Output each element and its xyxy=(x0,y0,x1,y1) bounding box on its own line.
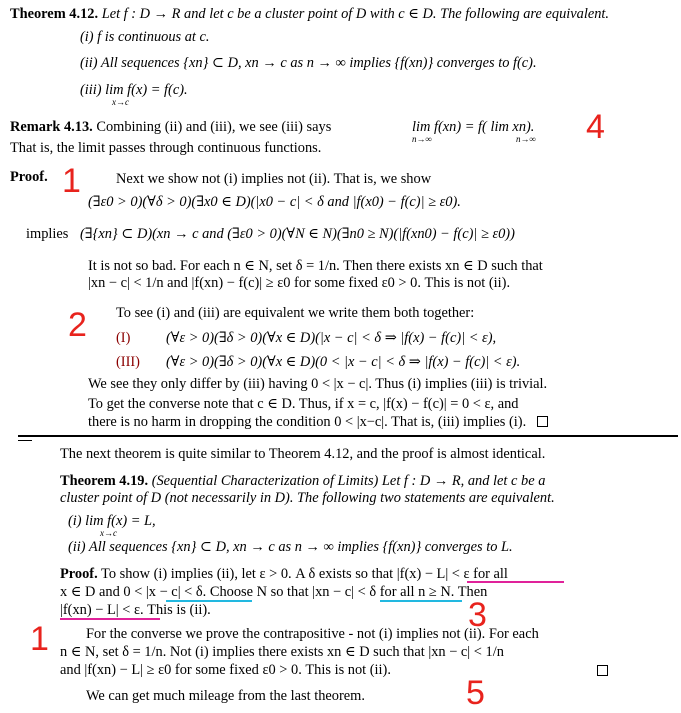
proof2-line-3: |f(xn) − L| < ε. This is (ii). xyxy=(60,602,211,618)
annotation-1-top: 1 xyxy=(62,162,81,200)
proof-line-4: It is not so bad. For each n ∈ N, set δ = 1/n. Then there exists xn ∈ D such that xyxy=(88,258,543,274)
underline-magenta-1 xyxy=(467,581,564,583)
annotation-4: 4 xyxy=(586,108,605,146)
intro-line: The next theorem is quite similar to Theorem 4.12, and the proof is almost identical. xyxy=(60,446,546,462)
proof2-line-4: For the converse we prove the contrapositive - not (i) implies not (ii). For each xyxy=(86,626,539,642)
proof-line-9: We see they only differ by (iii) having 0 < |x − c|. Thus (i) implies (iii) is trivial. xyxy=(88,376,548,392)
qed-icon-2 xyxy=(597,665,608,676)
limit-subscript: x→c xyxy=(112,97,129,107)
proof2-line-5: n ∈ N, set δ = 1/n. Not (i) implies there exists xn ∈ D such that |xn − c| < 1/n xyxy=(60,644,504,660)
proof-line-3b: (∃{xn} ⊂ D)(xn → c and (∃ε0 > 0)(∀N ∈ N)(∃n0 ≥ N)(|f(xn0) − f(c)| ≥ ε0)) xyxy=(80,226,515,242)
proof-label: Proof. xyxy=(10,169,48,185)
remark-text: Combining (ii) and (iii), we see (iii) says xyxy=(96,119,332,135)
proof-line-8-label: (III) xyxy=(116,354,140,370)
proof2-line-6: and |f(xn) − L| ≥ ε0 for some fixed ε0 > 0. This is not (ii). xyxy=(60,662,391,678)
remark-text-2: That is, the limit passes through continuous functions. xyxy=(10,140,322,156)
proof-line-5: |xn − c| < 1/n and |f(xn) − f(c)| ≥ ε0 for some fixed ε0 > 0. This is not (ii). xyxy=(88,275,511,291)
divider-mark xyxy=(18,440,32,441)
proof2-line-7: We can get much mileage from the last theorem. xyxy=(86,688,365,704)
theorem-4-19 xyxy=(60,473,545,490)
theorem-419-label: Theorem 4.19. xyxy=(60,473,149,489)
proof2-line-1 xyxy=(60,566,508,583)
proof-line-7: (∀ε > 0)(∃δ > 0)(∀x ∈ D)(|x − c| < δ ⇒ |f(x) − f(c)| < ε), xyxy=(166,330,497,346)
section-divider xyxy=(18,435,678,437)
remark-4-13 xyxy=(10,119,331,136)
theorem-419-item-i: (i) lim f(x) = L, xyxy=(68,513,156,529)
theorem-statement: Let f : D → R and let c be a cluster point of D with c ∈ D. The following are equivalent. xyxy=(101,6,610,22)
theorem-item-i: (i) f is continuous at c. xyxy=(80,29,210,45)
proof-line-3a: implies xyxy=(26,226,69,242)
underline-magenta-2 xyxy=(60,618,160,620)
proof-line-1: Next we show not (i) implies not (ii). That is, we show xyxy=(116,171,432,187)
proof2-line-2: x ∈ D and 0 < |x − c| < δ. Choose N so that |xn − c| < δ for all n ≥ N. Then xyxy=(60,584,488,600)
proof-line-2: (∃ε0 > 0)(∀δ > 0)(∃x0 ∈ D)(|x0 − c| < δ and |f(x0) − f(c)| ≥ ε0). xyxy=(88,194,461,210)
annotation-2: 2 xyxy=(68,306,87,344)
theorem-419-line-2: cluster point of D (not necessarily in D). The following two statements are equivalent. xyxy=(60,490,555,506)
qed-icon xyxy=(537,416,548,427)
underline-cyan-2 xyxy=(380,600,462,602)
annotation-5: 5 xyxy=(466,674,485,712)
remark-formula: lim f(xn) = f( lim xn). xyxy=(412,119,535,135)
theorem-419-item-ii: (ii) All sequences {xn} ⊂ D, xn → c as n → ∞ implies {f(xn)} converges to L. xyxy=(68,539,513,555)
theorem-item-iii: (iii) lim f(x) = f(c). xyxy=(80,82,188,98)
underline-cyan-1 xyxy=(166,600,252,602)
annotation-3: 3 xyxy=(468,596,487,634)
proof-line-6: To see (i) and (iii) are equivalent we write them both together: xyxy=(116,305,475,321)
proof-line-10: To get the converse note that c ∈ D. Thus, if x = c, |f(x) − f(c)| = 0 < ε, and xyxy=(88,396,519,412)
remark-sub-1: n→∞ xyxy=(412,134,432,144)
theorem-label: Theorem 4.12. xyxy=(10,6,99,22)
theorem-419-line-1: (Sequential Characterization of Limits) Let f : D → R, and let c be a xyxy=(151,473,546,489)
proof2-label: Proof. xyxy=(60,566,98,582)
proof-line-11-text: there is no harm in dropping the condition 0 < |x−c|. That is, (iii) implies (i). xyxy=(88,414,527,430)
remark-label: Remark 4.13. xyxy=(10,119,93,135)
theorem-419-item-i-sub: x→c xyxy=(100,528,117,538)
theorem-4-12 xyxy=(10,6,609,23)
proof-line-8: (∀ε > 0)(∃δ > 0)(∀x ∈ D)(0 < |x − c| < δ ⇒ |f(x) − f(c)| < ε). xyxy=(166,354,521,370)
proof-line-11 xyxy=(88,414,548,431)
theorem-item-ii: (ii) All sequences {xn} ⊂ D, xn → c as n → ∞ implies {f(xn)} converges to f(c). xyxy=(80,55,537,71)
proof-line-7-label: (I) xyxy=(116,330,131,346)
annotation-1-bottom: 1 xyxy=(30,620,49,658)
remark-sub-2: n→∞ xyxy=(516,134,536,144)
proof2-text-1: To show (i) implies (ii), let ε > 0. A δ exists so that |f(x) − L| < ε for all xyxy=(101,566,508,582)
